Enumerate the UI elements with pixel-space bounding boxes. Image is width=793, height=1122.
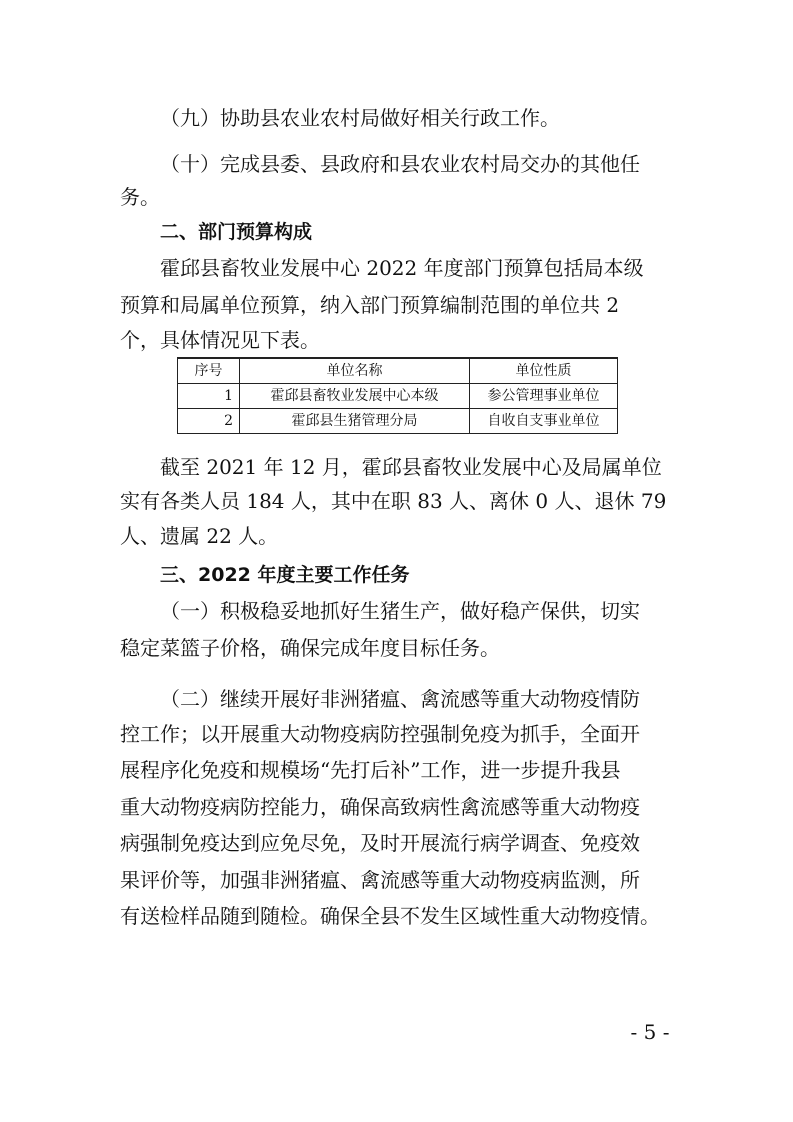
row-unit-name: 霍邱县生猪管理分局 [240, 409, 470, 434]
header-unit-type: 单位性质 [470, 358, 618, 384]
item-9-line: （九）协助县农业农村局做好相关行政工作。 [160, 106, 560, 130]
staff-paragraph-line-3: 人、遗属 22 人。 [120, 524, 279, 548]
staff-paragraph-line-1: 截至 2021 年 12 月，霍邱县畜牧业发展中心及局属单位 [160, 455, 662, 479]
budget-paragraph-line-3: 个，具体情况见下表。 [120, 328, 320, 352]
task-2-line-4: 重大动物疫病防控能力，确保高致病性禽流感等重大动物疫 [120, 795, 640, 819]
unit-table [177, 357, 618, 434]
page-number: - 5 - [630, 1020, 670, 1044]
section-heading-tasks: 三、2022 年度主要工作任务 [160, 564, 410, 586]
row-index: 1 [178, 384, 240, 409]
row-index: 2 [178, 409, 240, 434]
task-1-line-2: 稳定菜篮子价格，确保完成年度目标任务。 [120, 636, 500, 660]
staff-paragraph-line-2: 实有各类人员 184 人，其中在职 83 人、离休 0 人、退休 79 [120, 489, 667, 513]
item-10-line-1: （十）完成县委、县政府和县农业农村局交办的其他任 [160, 152, 640, 176]
header-index: 序号 [178, 358, 240, 384]
task-1-line-1: （一）积极稳妥地抓好生猪生产，做好稳产保供，切实 [160, 599, 640, 623]
item-10-line-2: 务。 [120, 185, 160, 209]
row-unit-name: 霍邱县畜牧业发展中心本级 [240, 384, 470, 409]
task-2-line-3: 展程序化免疫和规模场“先打后补”工作，进一步提升我县 [120, 758, 621, 782]
table-header-row [178, 358, 618, 384]
budget-paragraph-line-1: 霍邱县畜牧业发展中心 2022 年度部门预算包括局本级 [160, 256, 644, 280]
task-2-line-1: （二）继续开展好非洲猪瘟、禽流感等重大动物疫情防 [160, 687, 640, 711]
row-unit-type: 自收自支事业单位 [470, 409, 618, 434]
task-2-line-7: 有送检样品随到随检。确保全县不发生区域性重大动物疫情。 [120, 904, 660, 928]
task-2-line-6: 果评价等，加强非洲猪瘟、禽流感等重大动物疫病监测，所 [120, 868, 640, 892]
table-row [178, 384, 618, 409]
header-unit-name: 单位名称 [240, 358, 470, 384]
row-unit-type: 参公管理事业单位 [470, 384, 618, 409]
budget-paragraph-line-2: 预算和局属单位预算，纳入部门预算编制范围的单位共 2 [120, 293, 620, 317]
task-2-line-5: 病强制免疫达到应免尽免，及时开展流行病学调查、免疫效 [120, 831, 640, 855]
task-2-line-2: 控工作；以开展重大动物疫病防控强制免疫为抓手，全面开 [120, 722, 640, 746]
table-row [178, 409, 618, 434]
section-heading-budget-structure: 二、部门预算构成 [160, 221, 313, 243]
